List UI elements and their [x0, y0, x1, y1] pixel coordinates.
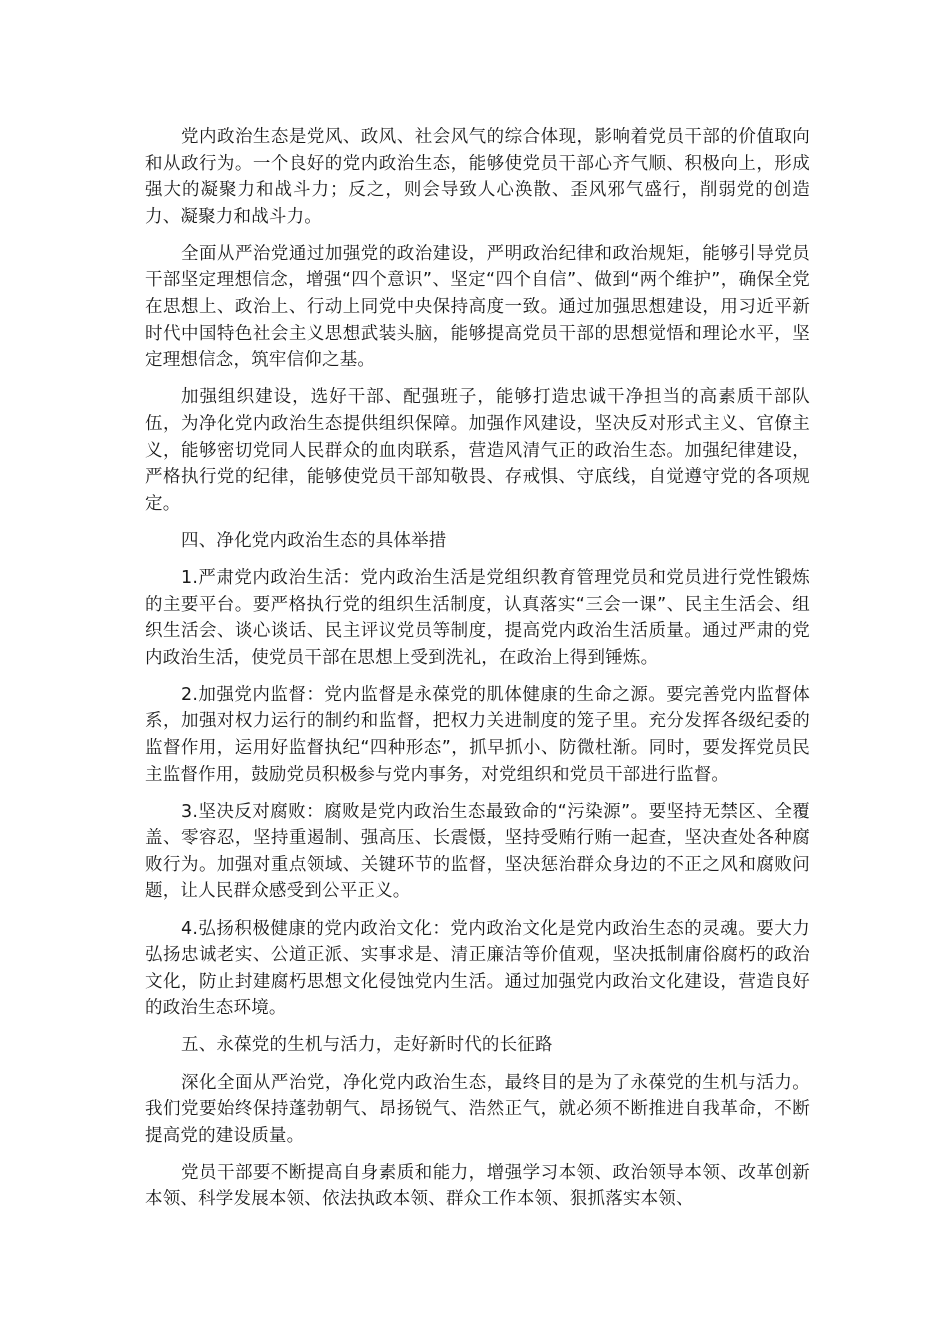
- paragraph-political-building: 全面从严治党通过加强党的政治建设，严明政治纪律和政治规矩，能够引导党员干部坚定理想信念，增强“四个意识”、坚定“四个自信”、做到“两个维护”，确保全党在思想上、政治上、行动上同党中央保持高度一致。通过加强思想建设，用习近平新时代中国特色社会主义思想武装头脑，能够提高党员干部的思想觉悟和理论水平，坚定理想信念，筑牢信仰之基。: [145, 243, 810, 371]
- document-page: [145, 124, 810, 1223]
- paragraph-measure-3: 3.坚决反对腐败：腐败是党内政治生态最致命的“污染源”。要坚持无禁区、全覆盖、零容忍，坚持重遏制、强高压、长震慑，坚持受贿行贿一起查，坚决查处各种腐败行为。加强对重点领域、关键环节的监督，坚决惩治群众身边的不正之风和腐败问题，让人民群众感受到公平正义。: [145, 801, 810, 902]
- paragraph-measure-1: 1.严肃党内政治生活：党内政治生活是党组织教育管理党员和党员进行党性锻炼的主要平台。要严格执行党的组织生活制度，认真落实“三会一课”、民主生活会、组织生活会、谈心谈话、民主评议党员等制度，提高党内政治生活质量。通过严肃的党内政治生活，使党员干部在思想上受到洗礼，在政治上得到锤炼。: [145, 567, 810, 668]
- paragraph-political-ecology: 党内政治生态是党风、政风、社会风气的综合体现，影响着党员干部的价值取向和从政行为。一个良好的党内政治生态，能够使党员干部心齐气顺、积极向上，形成强大的凝聚力和战斗力；反之，则会导致人心涣散、歪风邪气盛行，削弱党的创造力、凝聚力和战斗力。: [145, 127, 810, 227]
- paragraph-measure-4: 4.弘扬积极健康的党内政治文化：党内政治文化是党内政治生态的灵魂。要大力弘扬忠诚老实、公道正派、实事求是、清正廉洁等价值观，坚决抵制庸俗腐朽的政治文化，防止封建腐朽思想文化侵蚀党内生活。通过加强党内政治文化建设，营造良好的政治生态环境。: [145, 918, 810, 1019]
- paragraph-vitality: 深化全面从严治党，净化党内政治生态，最终目的是为了永葆党的生机与活力。我们党要始终保持蓬勃朝气、昂扬锐气、浩然正气，就必须不断推进自我革命，不断提高党的建设质量。: [145, 1072, 810, 1146]
- paragraph-organization-building: 加强组织建设，选好干部、配强班子，能够打造忠诚干净担当的高素质干部队伍，为净化党内政治生态提供组织保障。加强作风建设，坚决反对形式主义、官僚主义，能够密切党同人民群众的血肉联系，营造风清气正的政治生态。加强纪律建设，严格执行党的纪律，能够使党员干部知敬畏、存戒惧、守底线，自觉遵守党的各项规定。: [145, 387, 810, 514]
- section-heading-four: 四、净化党内政治生态的具体举措: [181, 530, 447, 551]
- paragraph-cadre-abilities: 党员干部要不断提高自身素质和能力，增强学习本领、政治领导本领、改革创新本领、科学发展本领、依法执政本领、群众工作本领、狠抓落实本领、: [145, 1162, 810, 1210]
- section-heading-five: 五、永葆党的生机与活力，走好新时代的长征路: [181, 1035, 553, 1056]
- paragraph-measure-2: 2.加强党内监督：党内监督是永葆党的肌体健康的生命之源。要完善党内监督体系，加强对权力运行的制约和监督，把权力关进制度的笼子里。充分发挥各级纪委的监督作用，运用好监督执纪“四种形态”，抓早抓小、防微杜渐。同时，要发挥党员民主监督作用，鼓励党员积极参与党内事务，对党组织和党员干部进行监督。: [145, 684, 810, 785]
